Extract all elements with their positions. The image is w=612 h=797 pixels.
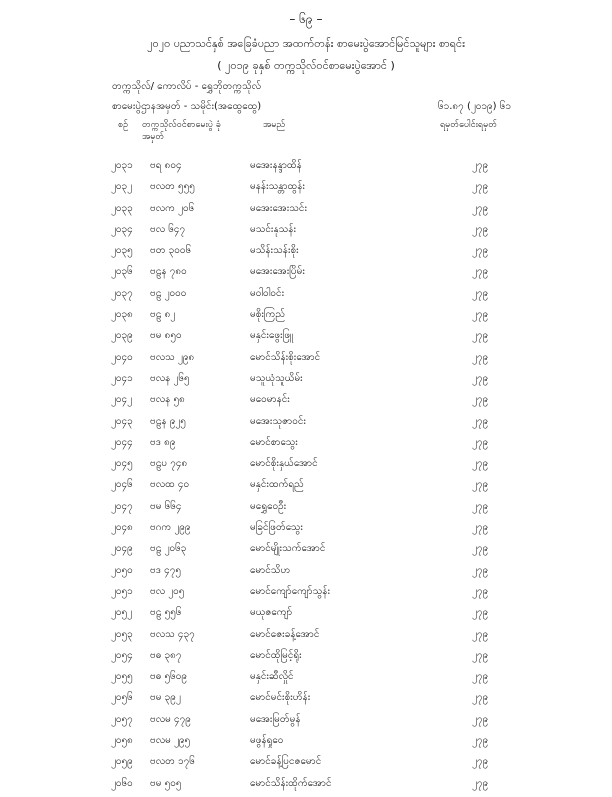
column-header-name: အမည် xyxy=(263,120,286,130)
student-name: မအေးမြတ်မွန် xyxy=(250,713,301,725)
roll-number: ဗဠ ၈၂ xyxy=(150,309,176,321)
student-name: မောင်မျိုးသက်အောင် xyxy=(250,543,326,555)
row-number: ၂၀၅၄ xyxy=(111,649,133,661)
student-name: မသူယုံသူယိမ်း xyxy=(250,372,303,384)
table-row xyxy=(0,733,612,754)
student-name: မရွှေဝေဦး xyxy=(250,500,287,512)
roll-number: ဗဠ ၂၀၀၀ xyxy=(150,287,187,299)
table-row xyxy=(0,563,612,584)
table-row xyxy=(0,690,612,711)
roll-number: ဗဠန ၇၈၀ xyxy=(150,266,187,278)
row-number: ၂၀၄၇ xyxy=(111,500,133,512)
student-name: မဖွန်ရှုဝေ xyxy=(250,735,284,747)
score: ၂၇၉ xyxy=(472,160,489,171)
row-number: ၂၀၄၉ xyxy=(111,543,133,555)
roll-number: ဗဂက ၂၉၉ xyxy=(150,522,191,534)
roll-number: ဗဠ ၂၀၆၃ xyxy=(150,543,187,555)
row-number: ၂၀၅၇ xyxy=(111,713,133,725)
score: ၂၇၉ xyxy=(472,500,489,512)
score: ၂၇၉ xyxy=(472,202,489,214)
row-number: ၂၀၅၀ xyxy=(111,564,133,576)
roll-number: ဗလတ ၁၇၆ xyxy=(150,756,195,768)
student-name: မသိန်းသန်းစိုး xyxy=(250,245,299,257)
student-name: မနှင်းဖွေးဖြူ xyxy=(250,330,293,342)
roll-number: ဗလန ၂၆၅ xyxy=(150,372,190,384)
table-row xyxy=(0,243,612,264)
student-name: မောင်ကျော်ကျော်သွန်း xyxy=(250,585,330,597)
student-name: မောင်သိဟ xyxy=(250,564,291,576)
student-name: မစိုးကြည် xyxy=(250,309,286,321)
roll-number: ဗလ ၂၀၅ xyxy=(150,585,185,597)
score: ၂၇၉ xyxy=(472,585,489,597)
score: ၂၇၉ xyxy=(472,564,489,576)
roll-number: ဗလမ ၂၉၅ xyxy=(150,735,191,747)
roll-number: ဗဒ ၈၉ xyxy=(150,436,176,448)
student-name: မနန်းသန္တာထွန်း xyxy=(250,181,305,193)
pass-rate-label: ၆၁.၈၇ (၂၀၁၉) ၆၁ xyxy=(438,101,511,112)
student-name: မခြင်ဖြတ်သွေး xyxy=(250,522,303,534)
row-number: ၂၀၄၅ xyxy=(111,458,133,470)
row-number: ၂၀၃၃ xyxy=(111,202,133,214)
student-name: မောင်ထိုမြင့်ရိုး xyxy=(250,649,302,661)
table-row xyxy=(0,286,612,307)
row-number: ၂၀၅၈ xyxy=(111,735,133,747)
score: ၂၇၉ xyxy=(472,415,489,427)
table-row xyxy=(0,158,612,179)
row-number: ၂၀၃၈ xyxy=(111,309,133,321)
row-number: ၂၀၃၉ xyxy=(111,330,133,342)
row-number: ၂၀၃၂ xyxy=(111,181,133,193)
column-header-no: စဉ် xyxy=(118,120,129,130)
score: ၂၇၉ xyxy=(472,394,489,406)
score: ၂၇၉ xyxy=(472,649,489,661)
roll-number: ဗဠန ၉၂၅ xyxy=(150,415,186,427)
university-label: တက္ကသိုလ်/ ကောလိပ် - ရွှေဘိုတက္ကသိုလ် xyxy=(112,81,262,92)
table-row xyxy=(0,392,612,413)
roll-number: ဗလက ၂၀၆ xyxy=(150,202,195,214)
row-number: ၂၀၃၁ xyxy=(111,160,133,171)
score: ၂၇၉ xyxy=(472,543,489,555)
row-number: ၂၀၃၄ xyxy=(111,223,133,235)
score: ၂၇၉ xyxy=(472,607,489,619)
table-row xyxy=(0,456,612,477)
table-row xyxy=(0,776,612,797)
student-name: မအေးသုဇာဝင်း xyxy=(250,415,306,427)
score: ၂၇၉ xyxy=(472,372,489,384)
row-number: ၂၀၅၆ xyxy=(111,692,133,704)
table-row xyxy=(0,712,612,733)
student-name: မအေးနန္ဒာထိန် xyxy=(250,160,302,171)
student-name: မအေးအေးပြိမ်း xyxy=(250,266,305,278)
roll-number: ဗဠ ၅၅၆ xyxy=(150,607,182,619)
table-row xyxy=(0,264,612,285)
student-name: မဝါဝါဝင်း xyxy=(250,287,285,299)
table-row xyxy=(0,605,612,626)
results-list xyxy=(0,158,612,797)
table-row xyxy=(0,371,612,392)
column-header-roll: တက္ကသိုလ်ဝင်စာမေးပွဲ ခုံအမှတ် xyxy=(142,120,221,142)
row-number: ၂၀၄၀ xyxy=(111,351,133,363)
row-number: ၂၀၄၁ xyxy=(111,372,133,384)
student-name: မအေးအေးသင်း xyxy=(250,202,307,214)
table-row xyxy=(0,350,612,371)
score: ၂၇၉ xyxy=(472,713,489,725)
row-number: ၂၀၅၅ xyxy=(111,671,133,683)
row-number: ၂၀၃၆ xyxy=(111,266,133,278)
table-row xyxy=(0,328,612,349)
table-row xyxy=(0,414,612,435)
roll-number: ဗရ ၈၀၄ xyxy=(150,160,182,171)
table-row xyxy=(0,201,612,222)
score: ၂၇၉ xyxy=(472,479,489,491)
table-row xyxy=(0,541,612,562)
roll-number: ဗလ ၆၄၇ xyxy=(150,223,186,235)
student-name: မောင်စိုးနှယ်အောင် xyxy=(250,458,318,470)
table-row xyxy=(0,584,612,605)
student-name: မောင်ဇေးခန့်အောင် xyxy=(250,628,320,640)
score: ၂၇၉ xyxy=(472,436,489,448)
row-number: ၂၀၄၂ xyxy=(111,394,133,406)
roll-number: ဗဠပ ၇၄၈ xyxy=(150,458,188,470)
score: ၂၇၉ xyxy=(472,671,489,683)
score: ၂၇၉ xyxy=(472,351,489,363)
table-row xyxy=(0,222,612,243)
table-row xyxy=(0,499,612,520)
roll-number: ဗမ ၅၀၅ xyxy=(150,777,182,789)
row-number: ၂၀၅၃ xyxy=(111,628,133,640)
table-row xyxy=(0,435,612,456)
score: ၂၇၉ xyxy=(472,756,489,768)
score: ၂၇၉ xyxy=(472,309,489,321)
score: ၂၇၉ xyxy=(472,245,489,257)
score: ၂၇၉ xyxy=(472,266,489,278)
table-row xyxy=(0,477,612,498)
roll-number: ဗဓ ၅၆၀၉ xyxy=(150,671,188,683)
roll-number: ဗတ ၃၀၀၆ xyxy=(150,245,192,257)
student-name: မသင်းနုသန်း xyxy=(250,223,297,235)
student-name: မောင်ခန့်ပြငဇမောင် xyxy=(250,756,322,768)
student-name: မနှင်းထက်ရည် xyxy=(250,479,304,491)
score: ၂၇၉ xyxy=(472,223,489,235)
roll-number: ဗလမ ၄၇၉ xyxy=(150,713,191,725)
table-row xyxy=(0,648,612,669)
roll-number: ဗလန ၅၈ xyxy=(150,394,185,406)
row-number: ၂၀၃၇ xyxy=(111,287,133,299)
score: ၂၇၉ xyxy=(472,628,489,640)
table-row xyxy=(0,754,612,775)
row-number: ၂၀၄၄ xyxy=(111,436,133,448)
row-number: ၂၀၄၆ xyxy=(111,479,133,491)
table-row xyxy=(0,627,612,648)
roll-number: ဗလသ ၄၃၇ xyxy=(150,628,195,640)
roll-number: ဗဒ ၄၇၅ xyxy=(150,564,181,576)
row-number: ၂၀၄၈ xyxy=(111,522,133,534)
roll-number: ဗလတ ၅၅၅ xyxy=(150,181,195,193)
roll-number: ဗဓ ၃၈၇ xyxy=(150,649,182,661)
page-number: – ၆၉ – xyxy=(289,12,323,26)
row-number: ၂၀၅၉ xyxy=(111,756,133,768)
student-name: မယုဇကျော် xyxy=(250,607,293,619)
roll-number: ဗလထ ၄၀ xyxy=(150,479,190,491)
table-row xyxy=(0,669,612,690)
row-number: ၂၀၆၀ xyxy=(111,777,133,789)
document-subtitle: ( ၂၀၁၉ ခုနှစ် တက္ကသိုလ်ဝင်စာမေးပွဲအောင် ) xyxy=(217,59,395,72)
row-number: ၂၀၅၁ xyxy=(111,585,133,597)
score: ၂၇၉ xyxy=(472,522,489,534)
table-row xyxy=(0,179,612,200)
table-row xyxy=(0,307,612,328)
student-name: မနှင်းဆီလှိုင် xyxy=(250,671,294,683)
row-number: ၂၀၄၃ xyxy=(111,415,133,427)
score: ၂၇၉ xyxy=(472,330,489,342)
student-name: မောင်စာသွေး xyxy=(250,436,298,448)
score: ၂၇၉ xyxy=(472,181,489,193)
column-header-score: ရမှတ်ပေါင်းရမှတ် xyxy=(440,120,497,130)
score: ၂၇၉ xyxy=(472,692,489,704)
exam-center-label: စာမေးပွဲဌာနအမှတ် - သမိုင်း(အထွေထွေ) xyxy=(112,101,262,112)
score: ၂၇၉ xyxy=(472,287,489,299)
student-name: မောင်သိန်းစိုးအောင် xyxy=(250,351,321,363)
roll-number: ဗမ ၃၉၂ xyxy=(150,692,181,704)
row-number: ၂၀၃၅ xyxy=(111,245,133,257)
score: ၂၇၉ xyxy=(472,735,489,747)
roll-number: ဗမ ၈၅၀ xyxy=(150,330,182,342)
student-name: မဝေမာနင်း xyxy=(250,394,290,406)
score: ၂၇၉ xyxy=(472,458,489,470)
student-name: မောင်သိန်းထိုက်အောင် xyxy=(250,777,332,789)
roll-number: ဗမ ၆၆၄ xyxy=(150,500,182,512)
student-name: မောင်မင်းစိုးဟိန်း xyxy=(250,692,311,704)
table-row xyxy=(0,520,612,541)
document-title: ၂၀၂၀ ပညာသင်နှစ် အခြေခံပညာ အထက်တန်း စာမေးပွဲအောင်မြင်သူများ စာရင်း xyxy=(147,37,465,50)
score: ၂၇၉ xyxy=(472,777,489,789)
row-number: ၂၀၅၂ xyxy=(111,607,133,619)
roll-number: ဗလသ ၂၉၈ xyxy=(150,351,195,363)
